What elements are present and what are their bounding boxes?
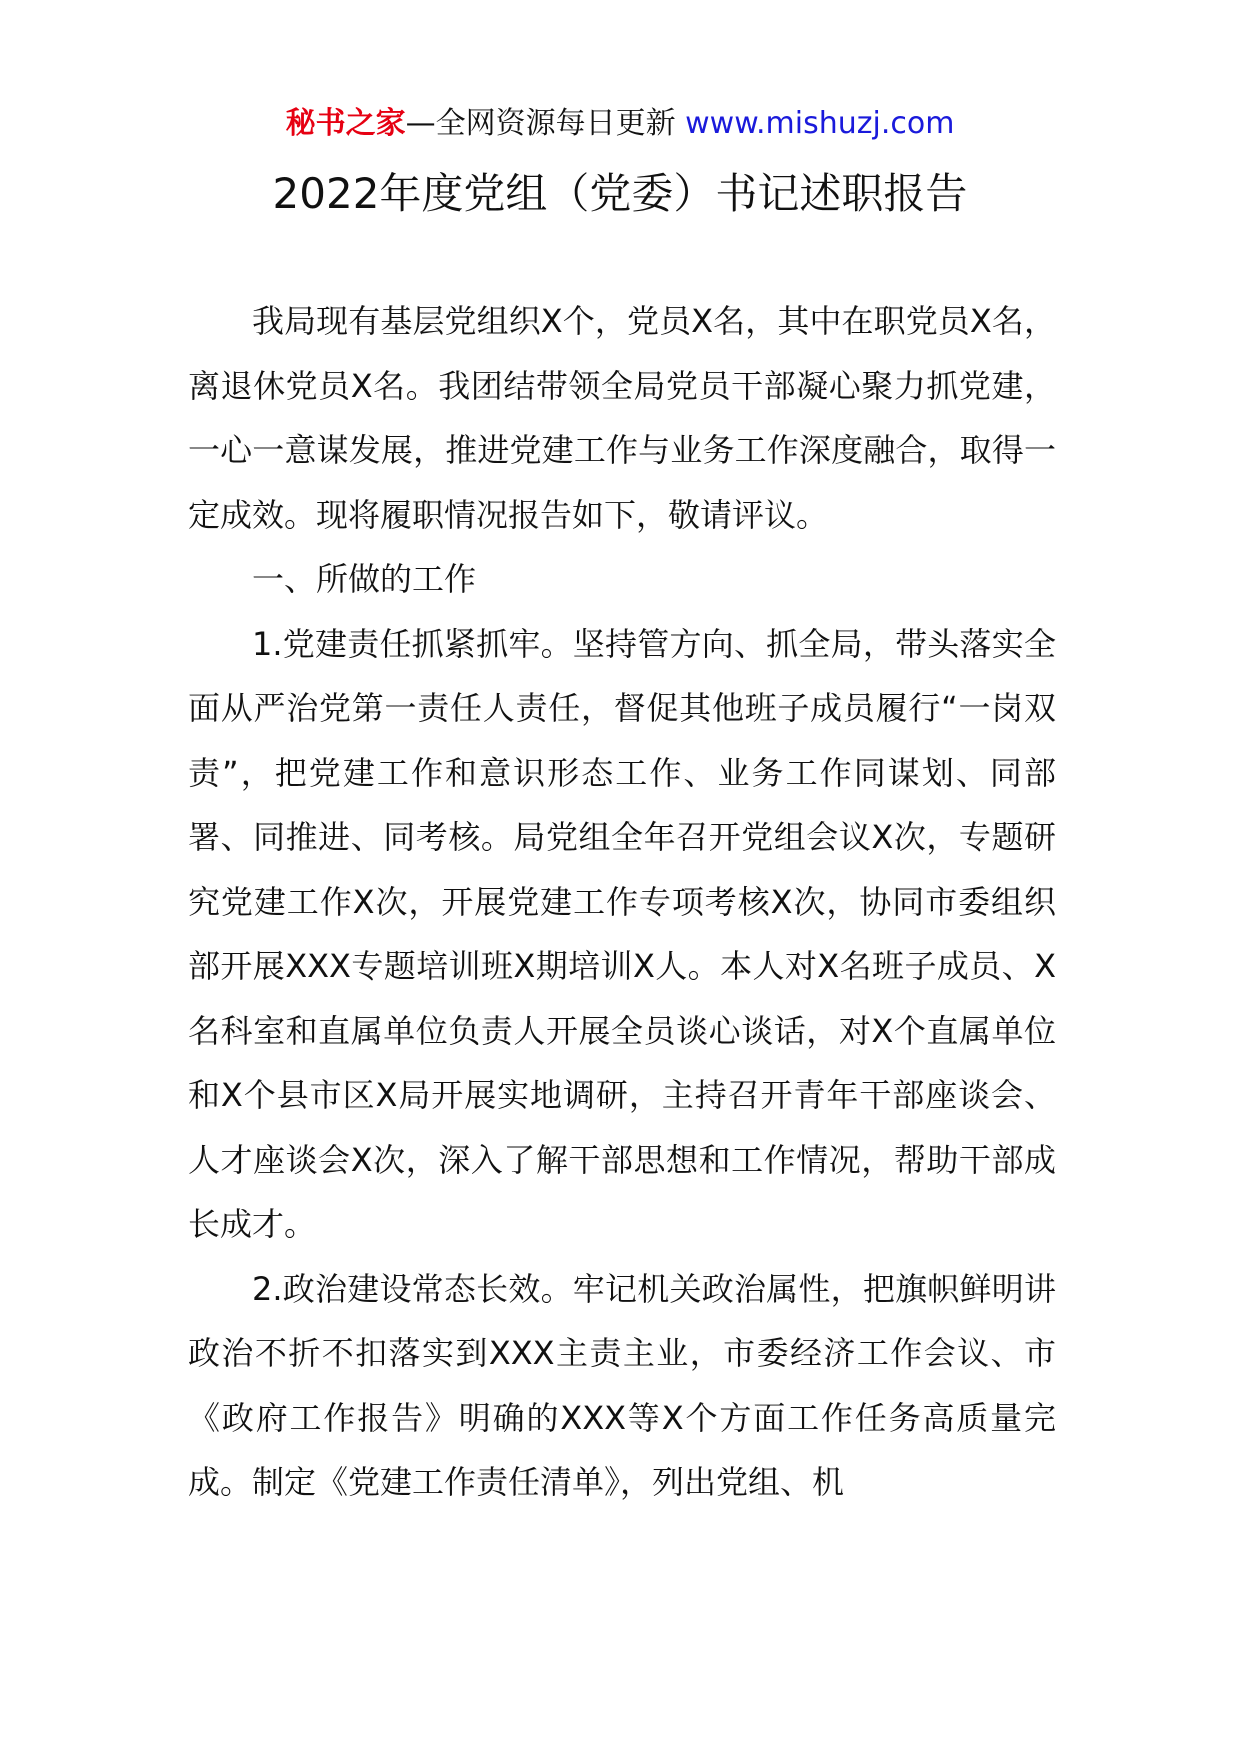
site-url-link[interactable]: www.mishuzj.com bbox=[685, 106, 955, 141]
paragraph-political-construction: 2.政治建设常态长效。牢记机关政治属性，把旗帜鲜明讲政治不折不扣落实到XXX主责主业，市委经济工作会议、市《政府工作报告》明确的XXX等X个方面工作任务高质量完成。制定《党建工作责任清单》，列出党组、机 bbox=[188, 1269, 1056, 1501]
site-header bbox=[0, 104, 1240, 144]
document-title: 2022年度党组（党委）书记述职报告 bbox=[272, 169, 968, 218]
paragraph-party-responsibility: 1.党建责任抓紧抓牢。坚持管方向、抓全局，带头落实全面从严治党第一责任人责任，督促其他班子成员履行“一岗双责”，把党建工作和意识形态工作、业务工作同谋划、同部署、同推进、同考核。局党组全年召开党组会议X次，专题研究党建工作X次，开展党建工作专项考核X次，协同市委组织部开展XXX专题培训班X期培训X人。本人对X名班子成员、X名科室和直属单位负责人开展全员谈心谈话，对X个直属单位和X个县市区X局开展实地调研，主持召开青年干部座谈会、人才座谈会X次，深入了解干部思想和工作情况，帮助干部成长成才。 bbox=[188, 624, 1056, 1243]
brand-name: 秘书之家 bbox=[285, 106, 406, 141]
header-tagline: —全网资源每日更新 bbox=[405, 106, 676, 141]
document-body bbox=[188, 289, 1056, 1515]
section-heading-work-done: 一、所做的工作 bbox=[252, 560, 477, 598]
paragraph-intro: 我局现有基层党组织X个，党员X名，其中在职党员X名，离退休党员X名。我团结带领全局党员干部凝心聚力抓党建，一心一意谋发展，推进党建工作与业务工作深度融合，取得一定成效。现将履职情况报告如下，敬请评议。 bbox=[188, 302, 1056, 534]
